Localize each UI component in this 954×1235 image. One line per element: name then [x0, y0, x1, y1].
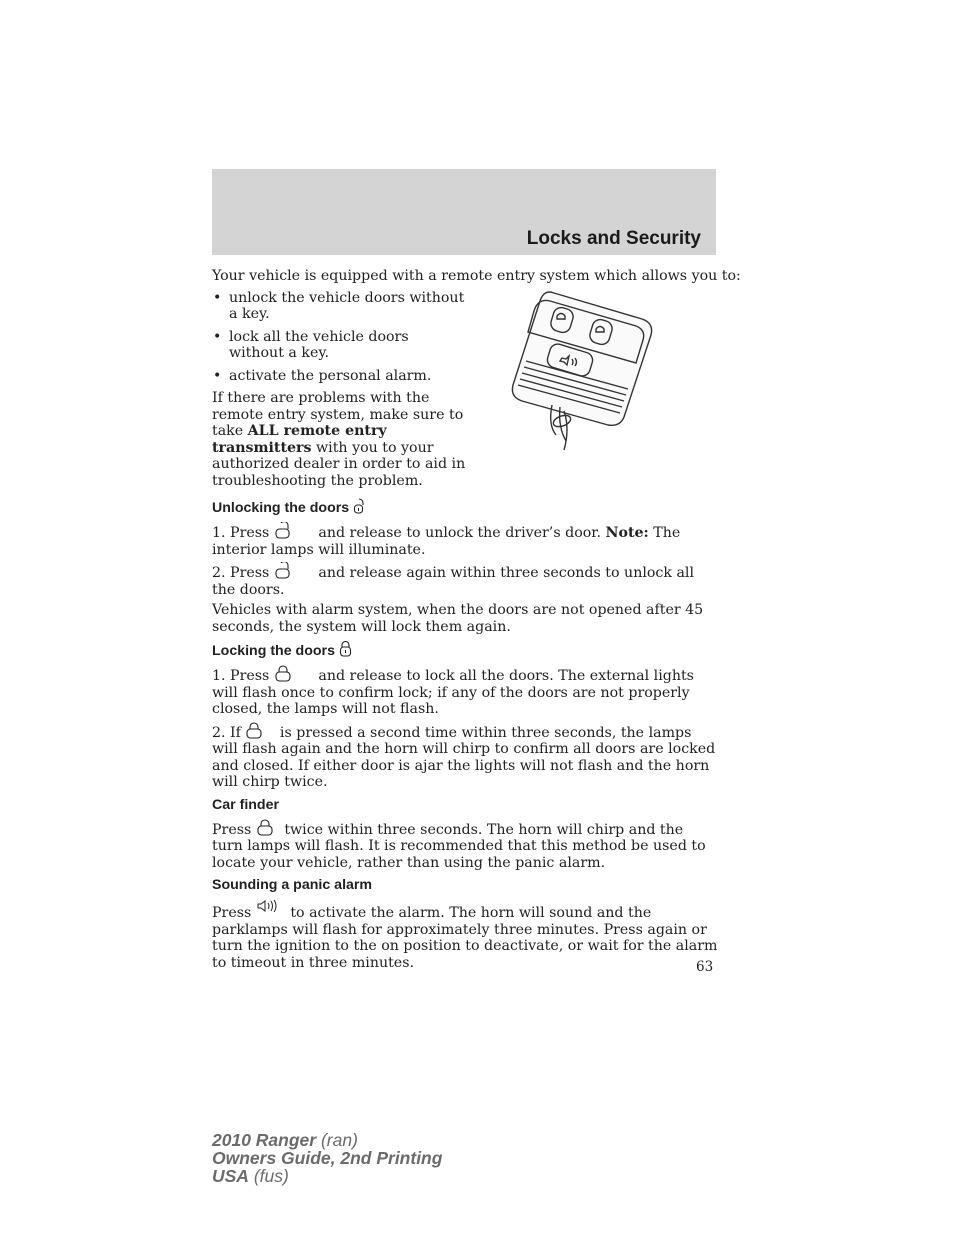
- footer-model: 2010 Ranger: [212, 1130, 317, 1150]
- car-finder-text: [212, 819, 718, 872]
- lock-step-1: [212, 665, 718, 718]
- footer-line-1: [212, 1131, 442, 1149]
- lock-button-icon: [256, 819, 274, 836]
- car-finder-text-b: twice within three seconds. The horn will chirp and the turn lamps will flash. It is recommended that this method be used to locate your vehicle, rather than using the panic alarm.: [212, 821, 706, 871]
- locking-heading: [212, 640, 718, 660]
- footer-market: USA: [212, 1166, 249, 1186]
- section-title: Locks and Security: [526, 228, 701, 249]
- lock-step-2-text-a: 2. If: [212, 724, 241, 741]
- footer-line-3: [212, 1167, 442, 1185]
- lock-icon: [339, 640, 352, 657]
- unlock-step-2: [212, 562, 718, 598]
- unlock-icon: [353, 498, 366, 514]
- panic-alarm-icon: [256, 899, 278, 913]
- lock-step-1-text-a: 1. Press: [212, 668, 270, 684]
- panic-alarm-heading: Sounding a panic alarm: [212, 877, 373, 893]
- problems-text-pre: If there are problems with the remote entry system, make sure to take: [212, 390, 464, 439]
- locking-heading-text: Locking the doors: [212, 643, 335, 659]
- lock-step-2-text-b: is pressed a second time within three seconds, the lamps will flash again and the horn will chirp to confirm all doors are locked and closed. If either door is ajar the lights will not flash and the horn will chirp twice.: [212, 724, 716, 790]
- intro-left-column: [212, 290, 468, 494]
- footer-market-code: (fus): [248, 1166, 289, 1186]
- intro-text: Your vehicle is equipped with a remote entry system which allows you to:: [212, 268, 741, 284]
- unlock-step-2-text-a: 2. Press: [212, 565, 270, 581]
- unlock-button-icon: [274, 562, 292, 579]
- list-item: [212, 290, 468, 323]
- section-header-band: [212, 169, 716, 255]
- car-finder-text-a: Press: [212, 821, 252, 838]
- list-item-text: unlock the vehicle doors without a key.: [229, 289, 465, 322]
- list-item-text: lock all the vehicle doors without a key.: [229, 328, 409, 361]
- footer-line-2: Owners Guide, 2nd Printing: [212, 1148, 443, 1168]
- bullet-dot: •: [213, 367, 222, 384]
- feature-list: [212, 290, 468, 385]
- car-finder-heading: Car finder: [212, 796, 280, 813]
- panic-alarm-text: [212, 899, 718, 971]
- bullet-dot: •: [213, 328, 222, 345]
- problems-text-post: with you to your authorized dealer in order to aid in troubleshooting the problem.: [212, 439, 466, 489]
- key-fob-icon: [504, 285, 654, 455]
- panic-alarm-text-b: to activate the alarm. The horn will sound and the parklamps will flash for approximately three minutes. Press again or turn the ignition to the on position to deactivate, or wait for the alarm to timeout in three minutes.: [212, 905, 718, 971]
- footer-model-code: (ran): [316, 1130, 358, 1150]
- page-content: [212, 268, 741, 975]
- unlocking-heading-text: Unlocking the doors: [212, 500, 350, 516]
- unlock-step-1-text-a: 1. Press: [212, 525, 270, 541]
- problems-text-bold: ALL remote entry transmitters: [212, 423, 387, 456]
- list-item: [212, 368, 468, 385]
- lock-step-2: [212, 722, 718, 791]
- lock-button-icon: [274, 665, 292, 682]
- unlock-step-2-text-b: and release again within three seconds to unlock all the doors.: [212, 565, 694, 598]
- panic-alarm-text-a: Press: [212, 905, 252, 921]
- page-number: 63: [696, 959, 714, 975]
- unlock-step-1-text-b: and release to unlock the driver’s door.: [313, 525, 606, 541]
- unlock-button-icon: [274, 522, 292, 539]
- problems-paragraph: [212, 390, 468, 489]
- document-footer: [212, 1131, 442, 1185]
- list-item-text: activate the personal alarm.: [229, 367, 432, 384]
- unlocking-heading: [212, 498, 718, 517]
- intro-two-column: [212, 290, 718, 494]
- key-fob-illustration: [468, 290, 718, 494]
- lock-step-1-text-b: and release to lock all the doors. The external lights will flash once to confirm lock; if any of the doors are not properly closed, the lamps will not flash.: [212, 668, 694, 717]
- bullet-dot: •: [213, 289, 222, 306]
- unlock-step-1: [212, 522, 718, 558]
- alarm-relock-note: Vehicles with alarm system, when the doors are not opened after 45 seconds, the system will lock them again.: [212, 602, 704, 635]
- list-item: [212, 329, 468, 362]
- unlock-note-label: Note:: [605, 525, 649, 541]
- lock-button-icon: [245, 722, 263, 739]
- unlock-step-1-text-c: The interior lamps will illuminate.: [212, 525, 681, 558]
